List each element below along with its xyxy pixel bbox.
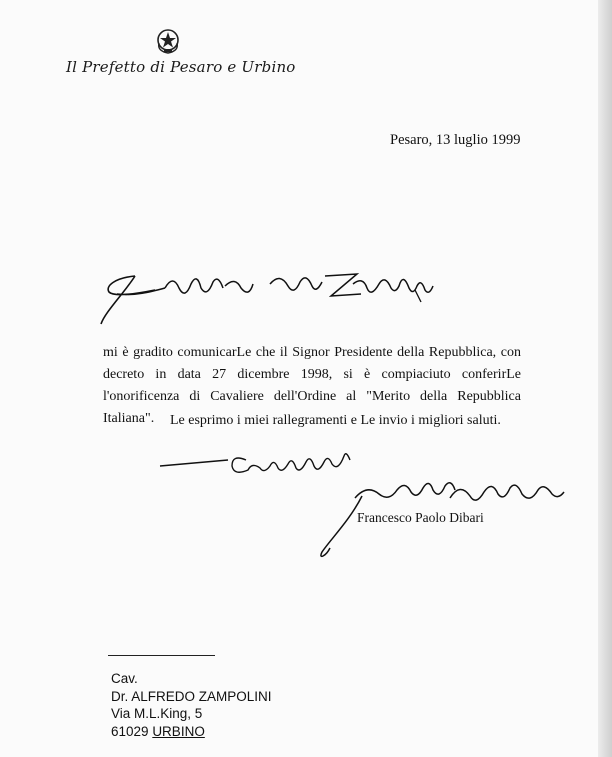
recipient-city-line xyxy=(111,723,272,741)
recipient-title: Cav. xyxy=(111,671,138,686)
closing-greeting: Le esprimo i miei rallegramenti e Le invio i migliori saluti. xyxy=(170,413,501,428)
letter-date: Pesaro, 13 luglio 1999 xyxy=(390,132,521,148)
recipient-street: Via M.L.King, 5 xyxy=(111,706,203,721)
signer-name: Francesco Paolo Dibari xyxy=(357,510,484,525)
recipient-address xyxy=(111,670,272,740)
body-paragraph: mi è gradito comunicarLe che il Signor Presidente della Repubblica, con decreto in data 27 dicembre 1998, si è compiaciuto conferirLe l'onorificenza di Cavaliere dell'Ordine al "Merito della Repubblica Italiana". xyxy=(103,345,521,426)
handwritten-closing-and-signature xyxy=(150,440,590,570)
recipient-name: Dr. ALFREDO ZAMPOLINI xyxy=(111,688,272,704)
recipient-city: URBINO xyxy=(152,723,205,739)
page-edge-shadow xyxy=(598,0,612,757)
recipient-postal-code: 61029 xyxy=(111,723,149,739)
handwritten-salutation xyxy=(95,262,455,332)
address-divider xyxy=(108,655,215,656)
italian-republic-emblem-icon xyxy=(155,27,181,55)
letterhead-title: Il Prefetto di Pesaro e Urbino xyxy=(66,58,296,76)
